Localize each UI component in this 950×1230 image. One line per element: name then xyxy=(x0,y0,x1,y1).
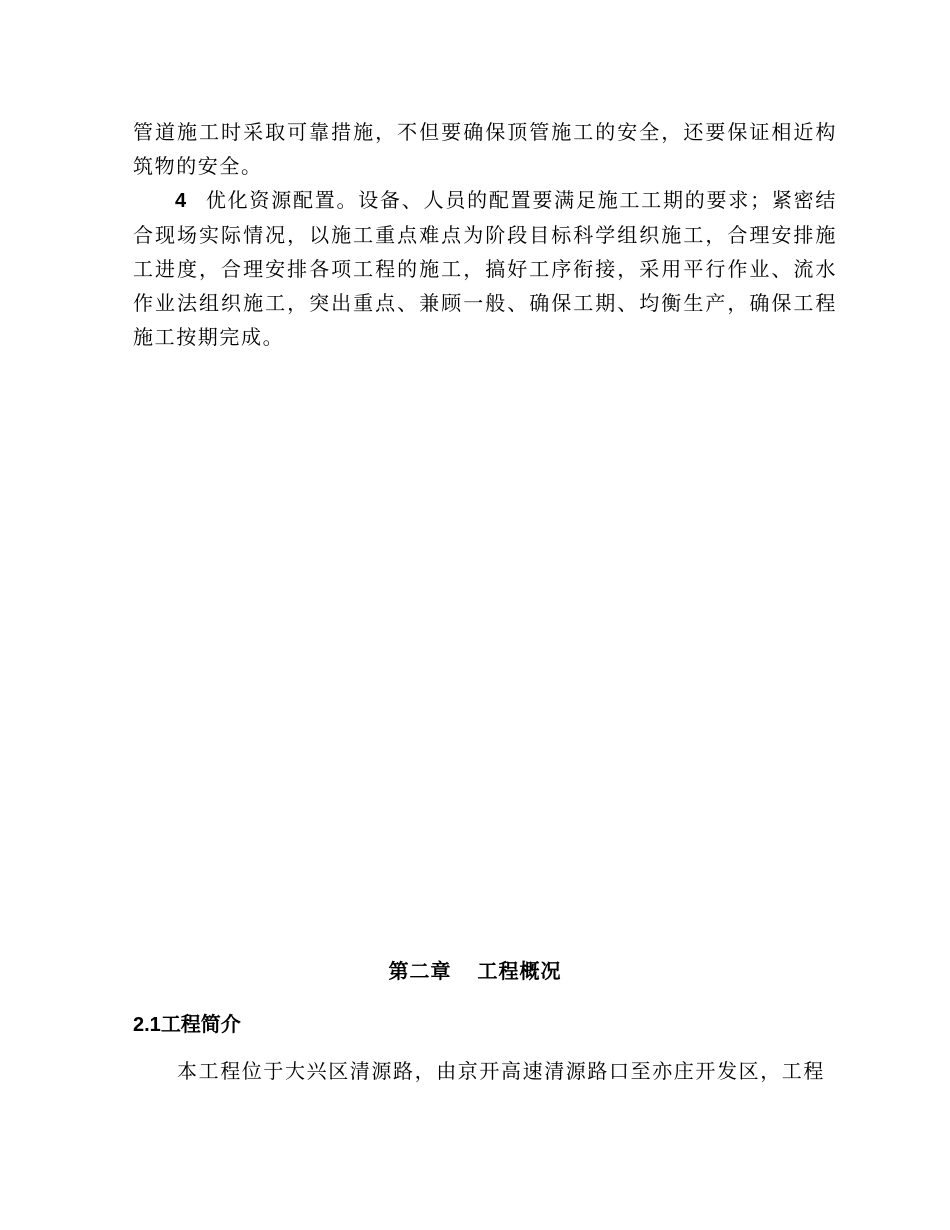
paragraph-text: 管道施工时采取可靠措施，不但要确保顶管施工的安全，还要保证相近构筑物的安全。 xyxy=(133,120,837,178)
paragraph-project-intro xyxy=(133,1054,837,1088)
section-heading xyxy=(133,1007,241,1042)
chapter-name: 工程概况 xyxy=(477,959,562,983)
paragraph-construction-safety xyxy=(133,115,837,183)
chapter-number: 第二章 xyxy=(388,959,452,983)
list-item-number: 4 xyxy=(175,190,188,212)
chapter-title xyxy=(0,954,950,988)
section-number: 2.1 xyxy=(133,1014,161,1036)
paragraph-text: 优化资源配置。设备、人员的配置要满足施工工期的要求；紧密结合现场实际情况，以施工重点难点为阶段目标科学组织施工，合理安排施工进度，合理安排各项工程的施工，搞好工序衔接，采用平行作业、流水作业法组织施工，突出重点、兼顾一般、确保工期、均衡生产，确保工程施工按期完成。 xyxy=(133,188,837,349)
paragraph-resource-allocation xyxy=(133,183,837,354)
paragraph-text: 本工程位于大兴区清源路，由京开高速清源路口至亦庄开发区，工程 xyxy=(177,1059,825,1083)
section-title: 工程简介 xyxy=(160,1012,241,1036)
